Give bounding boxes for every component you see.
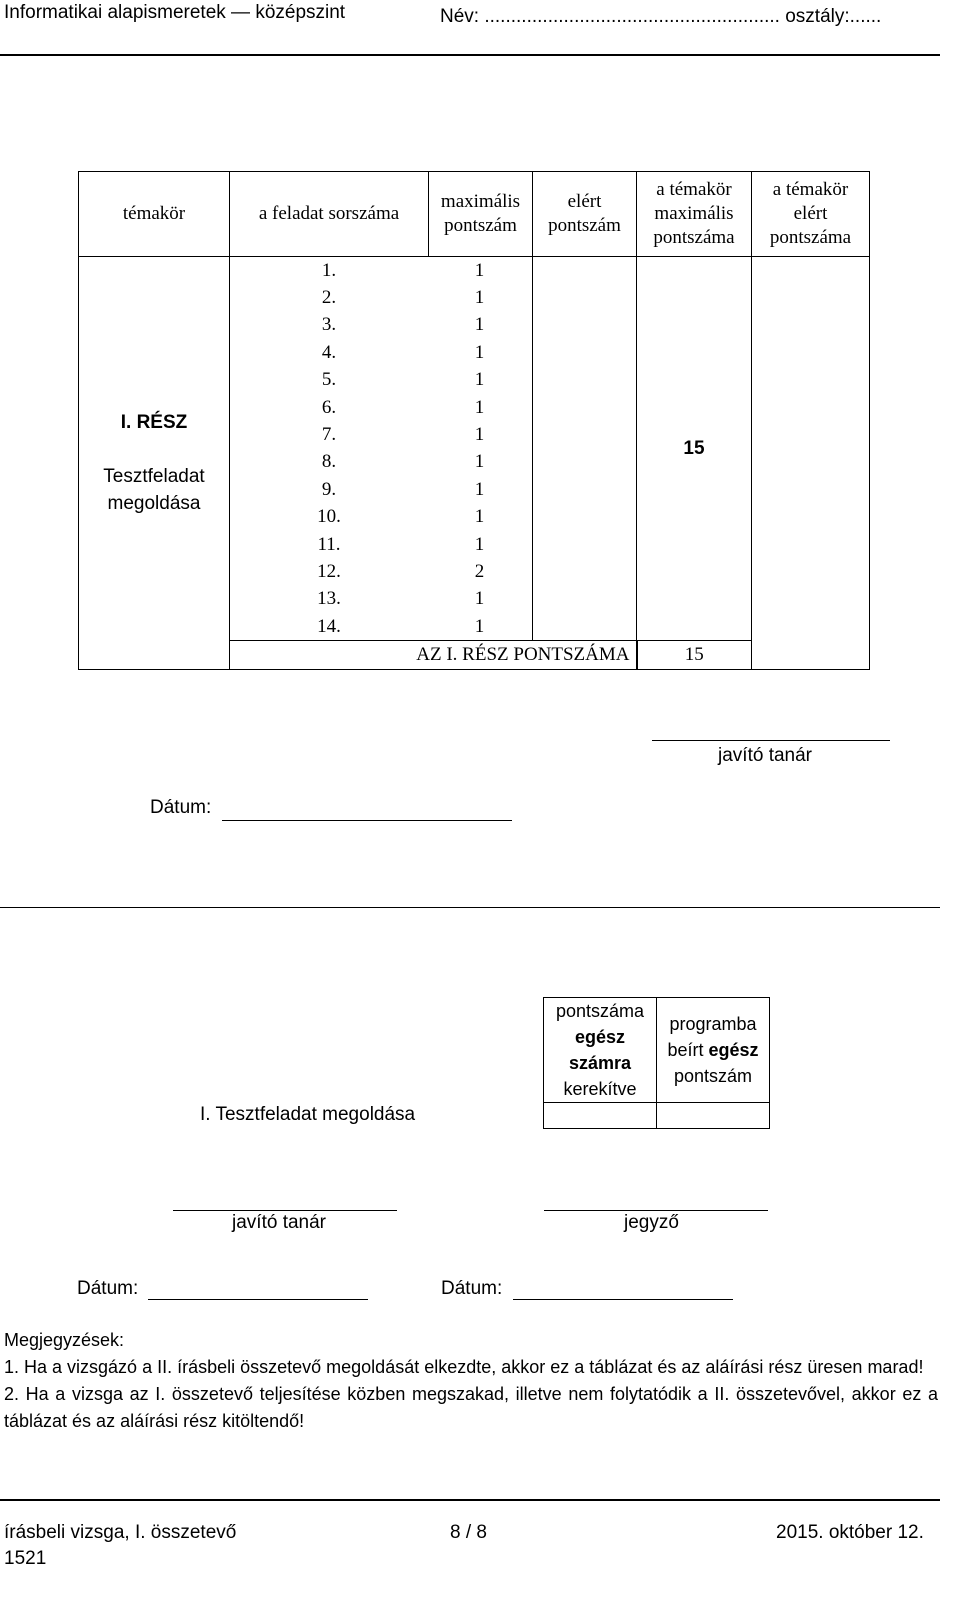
footer-code: 1521 <box>4 1548 47 1569</box>
date-line-right[interactable] <box>513 1299 733 1300</box>
date-label-1: Dátum: <box>150 797 212 818</box>
signature-role-teacher: javító tanár <box>718 745 812 766</box>
col-header-topic-achieved: a témakör elért pontszáma <box>752 172 870 257</box>
task-number: 8. <box>321 451 337 473</box>
task-number: 6. <box>321 396 337 418</box>
topic-max-value: 15 <box>637 257 752 641</box>
task-max-points: 1 <box>474 478 485 500</box>
achieved-points-column[interactable] <box>533 257 637 641</box>
task-max-points: 1 <box>474 314 485 336</box>
section-divider <box>0 907 940 908</box>
date-label-left: Dátum: <box>77 1278 139 1299</box>
task-max-points: 1 <box>474 424 485 446</box>
task-row <box>230 504 532 531</box>
task-max-points: 1 <box>474 615 485 637</box>
task-number: 1. <box>321 259 337 281</box>
task-number: 14. <box>317 615 341 637</box>
program-score-input[interactable] <box>657 1103 770 1129</box>
header-rule <box>0 54 940 56</box>
note-item-2: 2. Ha a vizsga az I. összetevő teljesítése közben megszakad, illetve nem folytatódik a II. összetevővel, akkor ez a táblázat és az aláírási rész kitöltendő! <box>4 1384 938 1431</box>
task-max-points: 1 <box>474 588 485 610</box>
task-number: 4. <box>321 341 337 363</box>
task-max-points: 1 <box>474 259 485 281</box>
score-table <box>78 171 870 670</box>
task-row <box>230 257 532 284</box>
header-right: Név: ........................................................ osztály:...... <box>440 6 882 27</box>
task-max-points: 1 <box>474 533 485 555</box>
footer-left: írásbeli vizsga, I. összetevő <box>4 1522 237 1543</box>
task-number: 11. <box>317 533 341 555</box>
task-row <box>230 613 532 640</box>
task-number: 10. <box>317 506 341 528</box>
task-row <box>230 394 532 421</box>
topic-cell <box>79 257 230 670</box>
topic-line1: Tesztfeladat <box>103 466 205 488</box>
task-number: 3. <box>321 314 337 336</box>
signature-role-teacher-2: javító tanár <box>232 1212 326 1233</box>
table2-row-label: I. Tesztfeladat megoldása <box>200 1104 416 1125</box>
rounded-score-table <box>543 997 770 1129</box>
task-number: 7. <box>321 424 337 446</box>
col-header-topic: témakör <box>79 172 230 257</box>
col-header-max-points: maximális pontszám <box>429 172 533 257</box>
col-header-task-no: a feladat sorszáma <box>230 172 429 257</box>
date-line-left[interactable] <box>148 1299 368 1300</box>
task-row <box>230 339 532 366</box>
task-max-points: 1 <box>474 369 485 391</box>
signature-role-notary: jegyző <box>624 1212 679 1233</box>
task-max-points: 2 <box>474 560 485 582</box>
signature-line-notary <box>544 1210 768 1211</box>
footer-rule <box>0 1499 940 1501</box>
task-row <box>230 312 532 339</box>
task-max-points: 1 <box>474 396 485 418</box>
total-value: 15 <box>637 641 752 670</box>
col-rounded-header: pontszáma egész számra kerekítve <box>544 998 657 1103</box>
task-row <box>230 586 532 613</box>
note-item-1: 1. Ha a vizsgázó a II. írásbeli összetevő megoldását elkezdte, akkor ez a táblázat és az aláírási rész üresen marad! <box>4 1357 924 1377</box>
task-max-points: 1 <box>474 506 485 528</box>
task-row <box>230 421 532 448</box>
header-left: Informatikai alapismeretek — középszint <box>4 2 346 23</box>
total-label: AZ I. RÉSZ PONTSZÁMA <box>230 641 637 670</box>
col-header-achieved-points: elért pontszám <box>533 172 637 257</box>
task-number: 5. <box>321 369 337 391</box>
task-max-points: 1 <box>474 341 485 363</box>
task-max-points: 1 <box>474 451 485 473</box>
signature-line-teacher <box>652 740 890 741</box>
notes-title: Megjegyzések: <box>4 1330 125 1350</box>
task-row <box>230 449 532 476</box>
task-max-points: 1 <box>474 287 485 309</box>
task-row <box>230 476 532 503</box>
signature-line-teacher-2 <box>173 1210 397 1211</box>
date-label-right: Dátum: <box>441 1278 503 1299</box>
footer-right: 2015. október 12. <box>776 1522 924 1543</box>
task-row <box>230 558 532 585</box>
task-number: 13. <box>317 588 341 610</box>
date-line-1[interactable] <box>222 820 512 821</box>
notes <box>4 1327 938 1435</box>
topic-line2: megoldása <box>107 493 201 515</box>
footer-center: 8 / 8 <box>450 1522 487 1543</box>
task-number: 12. <box>317 560 341 582</box>
col-header-topic-max: a témakör maximális pontszáma <box>637 172 752 257</box>
col-program-header: programba beírt egész pontszám <box>657 998 770 1103</box>
task-row <box>230 284 532 311</box>
task-row <box>230 531 532 558</box>
task-row <box>230 367 532 394</box>
topic-part: I. RÉSZ <box>120 412 188 434</box>
task-rows <box>230 257 533 641</box>
topic-achieved-value[interactable] <box>752 257 870 670</box>
task-number: 2. <box>321 287 337 309</box>
rounded-score-input[interactable] <box>544 1103 657 1129</box>
task-number: 9. <box>321 478 337 500</box>
